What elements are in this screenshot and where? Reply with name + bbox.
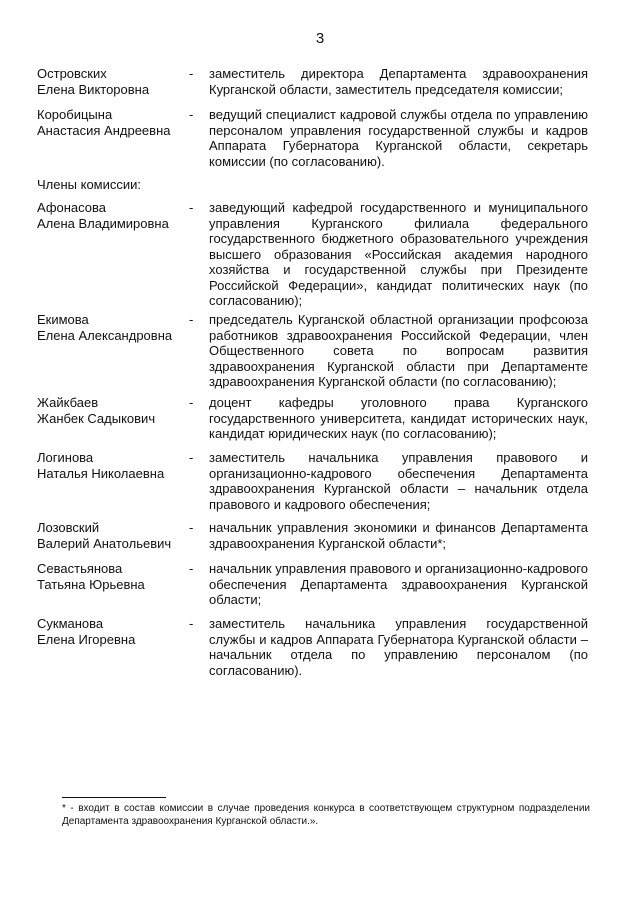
- dash-separator: -: [189, 200, 194, 215]
- member-name: [37, 450, 197, 481]
- member-given-name: Жанбек Садыкович: [37, 410, 156, 426]
- member-role: заместитель директора Департамента здравоохранения Курганской области, заместитель председателя комиссии;: [209, 66, 588, 97]
- member-name: [37, 561, 197, 592]
- member-surname: Жайкбаев: [37, 395, 99, 410]
- member-name: [37, 312, 197, 343]
- member-role: председатель Курганской областной организации профсоюза работников здравоохранения Российской Федерации, член Общественного совета по вопросам развития здравоохранения Курганской области при Департаменте здравоохранения Курганской области (по согласованию);: [209, 312, 588, 389]
- dash-separator: -: [189, 312, 194, 327]
- member-surname: Логинова: [37, 450, 94, 465]
- member-name: [37, 200, 197, 231]
- member-role: заместитель начальника управления государственной службы и кадров Аппарата Губернатора Курганской области – начальник отдела по управлению персоналом (по согласованию).: [209, 616, 588, 678]
- member-given-name: Елена Викторовна: [37, 81, 150, 97]
- member-role: заместитель начальника управления правового и организационно-кадрового обеспечения Департамента здравоохранения Курганской области – начальник отдела правового и кадрового обеспечения;: [209, 450, 588, 512]
- member-name: [37, 107, 197, 138]
- page-number: 3: [315, 30, 325, 47]
- member-given-name: Валерий Анатольевич: [37, 535, 172, 551]
- member-role: доцент кафедры уголовного права Курганского государственного университета, кандидат исторических наук, кандидат юридических наук (по согласованию);: [209, 395, 588, 441]
- member-surname: Афонасова: [37, 200, 107, 215]
- member-role: заведующий кафедрой государственного и муниципального управления Курганского филиала федерального государственного бюджетного образовательного учреждения высшего образования «Российская академия народного хозяйства и государственной службы при Президенте Российской Федерации», кандидат политических наук (по согласованию);: [209, 200, 588, 308]
- dash-separator: -: [189, 450, 194, 465]
- member-surname: Островских: [37, 66, 107, 81]
- member-surname: Севастьянова: [37, 561, 123, 576]
- member-name: [37, 66, 197, 97]
- member-name: [37, 520, 197, 551]
- members-heading: Члены комиссии:: [37, 177, 142, 192]
- member-surname: Екимова: [37, 312, 89, 327]
- member-role: начальник управления экономики и финансов Департамента здравоохранения Курганской области*;: [209, 520, 588, 551]
- dash-separator: -: [189, 561, 194, 576]
- member-role: ведущий специалист кадровой службы отдела по управлению персоналом управления государственной службы и кадров Аппарата Губернатора Курганской области, секретарь комиссии (по согласованию).: [209, 107, 588, 169]
- member-name: [37, 395, 197, 426]
- member-given-name: Татьяна Юрьевна: [37, 576, 145, 592]
- member-name: [37, 616, 197, 647]
- dash-separator: -: [189, 395, 194, 410]
- member-given-name: Наталья Николаевна: [37, 465, 165, 481]
- member-surname: Коробицына: [37, 107, 113, 122]
- member-role: начальник управления правового и организационно-кадрового обеспечения Департамента здравоохранения Курганской области;: [209, 561, 588, 607]
- member-given-name: Елена Александровна: [37, 327, 173, 343]
- member-surname: Сукманова: [37, 616, 104, 631]
- dash-separator: -: [189, 107, 194, 122]
- footnote-divider: [62, 797, 166, 798]
- member-given-name: Алена Владимировна: [37, 215, 169, 231]
- dash-separator: -: [189, 520, 194, 535]
- member-given-name: Анастасия Андреевна: [37, 122, 171, 138]
- dash-separator: -: [189, 616, 194, 631]
- member-surname: Лозовский: [37, 520, 100, 535]
- member-given-name: Елена Игоревна: [37, 631, 136, 647]
- footnote: * - входит в состав комиссии в случае проведения конкурса в соответствующем структурном подразделении Департамента здравоохранения Курганской области.».: [62, 803, 590, 827]
- dash-separator: -: [189, 66, 194, 81]
